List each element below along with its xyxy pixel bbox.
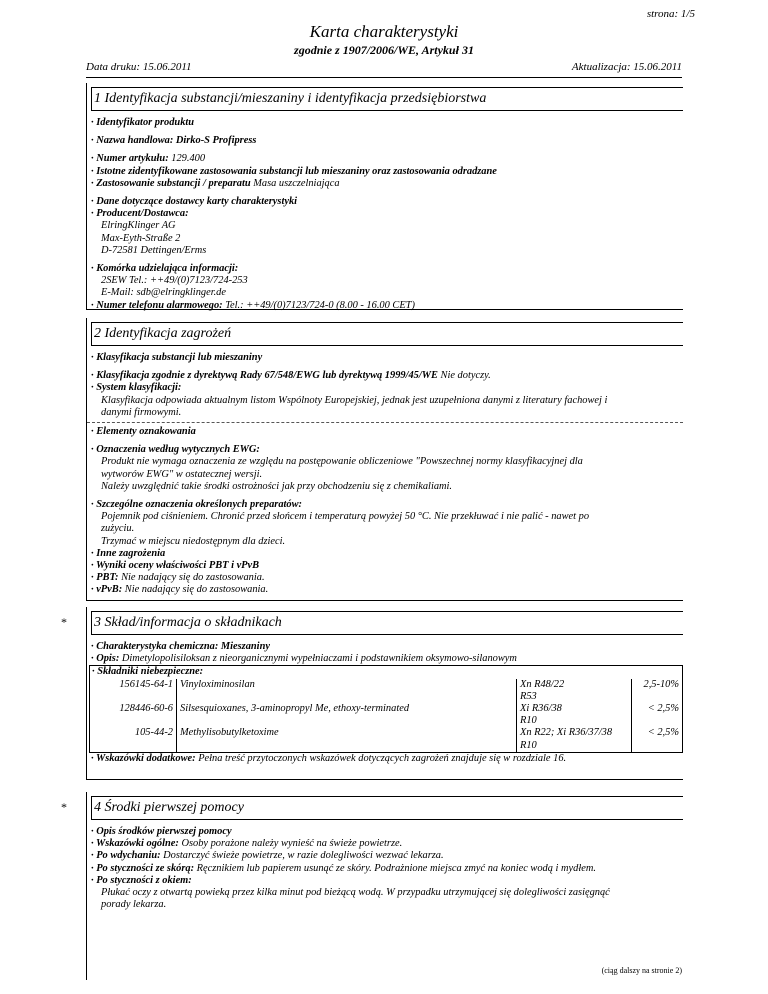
document-subtitle: zgodnie z 1907/2006/WE, Artykuł 31 — [294, 43, 474, 57]
s3-hazardous-components: · Składniki niebezpieczne: — [92, 666, 204, 678]
s2-special-labels: · Szczególne oznaczenia określonych preparatów: — [91, 499, 302, 511]
s3-description: · Opis: Dimetylopolisiloksan z nieorganicznymi wypełniaczami i podstawnikiem oksymowo-silanowym — [91, 653, 517, 665]
components-table — [89, 665, 683, 752]
s1-address-line: Max-Eyth-Straße 2 — [101, 232, 181, 244]
s2-text: Pojemnik pod ciśnieniem. Chronić przed słońcem i temperaturą powyżej 50 °C. Nie przekłuwać i nie palić - nawet po — [101, 511, 590, 523]
s2-pbt-results: · Wyniki oceny właściwości PBT i vPvB — [91, 560, 260, 572]
s1-product-identifier: · Identyfikator produktu — [91, 117, 195, 128]
s2-text: wytworów EWG" w ostatecznej wersji. — [101, 468, 263, 480]
section-2 — [86, 318, 683, 601]
s1-email: E-Mail: sdb@elringklinger.de — [101, 287, 226, 299]
s2-label-elements: · Elementy oznakowania — [91, 426, 196, 438]
dashed-divider — [87, 422, 683, 423]
s2-text: Klasyfikacja odpowiada aktualnym listom Wspólnoty Europejskiej, jednak jest uzupełniona danymi z literatury fachowej i — [101, 394, 608, 406]
section-4 — [86, 792, 683, 980]
component-name: Silsesquioxanes, 3-aminopropyl Me, ethoxy-terminated — [177, 703, 517, 727]
s1-emergency-phone: · Numer telefonu alarmowego: Tel.: ++49/(0)7123/724-0 (8.00 - 16.00 CET) — [91, 299, 415, 311]
component-concentration: < 2,5% — [647, 727, 679, 739]
s4-text: Płukać oczy z otwartą powieką przez kilka minut pod bieżącą wodą. W przypadku utrzymującej się dolegliwości zasięgnąć — [101, 887, 610, 899]
s2-text: zużyciu. — [101, 523, 135, 535]
table-row — [90, 679, 682, 703]
s4-first-aid-description: · Opis środków pierwszej pomocy — [91, 826, 232, 837]
s3-additional-notes: · Wskazówki dodatkowe: Pełna treść przytoczonych wskazówek dotyczących zagrożeń znajduje się w rozdziale 16. — [91, 752, 567, 764]
cas-number: 156145-64-1 — [90, 679, 177, 703]
component-name: Methylisobutylketoxime — [177, 727, 517, 751]
component-name: Vinyloximinosilan — [177, 679, 517, 703]
s1-info-department: · Komórka udzielająca informacji: — [91, 263, 239, 275]
s1-address-line: D-72581 Dettingen/Erms — [101, 244, 207, 256]
section-4-heading: 4 Środki pierwszej pomocy — [91, 796, 683, 820]
s1-address-line: ElringKlinger AG — [101, 220, 176, 232]
s1-uses: · Istotne zidentyfikowane zastosowania substancji lub mieszaniny oraz zastosowania odradzane — [91, 165, 497, 177]
table-row — [90, 727, 682, 751]
cas-number: 105-44-2 — [90, 727, 177, 751]
s2-classification: · Klasyfikacja substancji lub mieszaniny — [91, 352, 263, 363]
section-3-heading: 3 Skład/informacja o składnikach — [91, 611, 683, 635]
s2-pbt: · PBT: Nie nadający się do zastosowania. — [91, 572, 265, 584]
s4-general: · Wskazówki ogólne: Osoby porażone należy wynieść na świeże powietrze. — [91, 838, 403, 850]
s4-text: porady lekarza. — [101, 899, 167, 911]
change-marker: * — [61, 615, 67, 629]
s4-inhalation: · Po wdychaniu: Dostarczyć świeże powietrze, w razie dolegliwości wezwać lekarza. — [91, 850, 444, 862]
s4-eye-contact: · Po styczności z okiem: — [91, 874, 192, 886]
s2-text: danymi firmowymi. — [101, 406, 182, 418]
s1-application: · Zastosowanie substancji / preparatu Masa uszczelniająca — [91, 177, 340, 189]
component-classification: Xn R22; Xi R36/37/38 R10 — [517, 727, 632, 751]
component-concentration: 2,5-10% — [643, 678, 679, 690]
s2-directive-classification: · Klasyfikacja zgodnie z dyrektywą Rady 67/548/EWG lub dyrektywą 1999/45/WE Nie dotyczy. — [91, 370, 491, 382]
component-concentration: < 2,5% — [647, 703, 679, 715]
s1-article-number: · Numer artykułu: 129.400 — [91, 153, 206, 165]
s2-classification-system: · System klasyfikacji: — [91, 382, 182, 394]
section-1-heading: 1 Identyfikacja substancji/mieszaniny i identyfikacja przedsiębiorstwa — [91, 87, 683, 111]
header-rule — [86, 77, 682, 78]
s1-supplier-details: · Dane dotyczące dostawcy karty charakterystyki — [91, 196, 298, 208]
table-row — [90, 703, 682, 727]
document-title: Karta charakterystyki — [309, 22, 459, 41]
update-date: Aktualizacja: 15.06.2011 — [571, 61, 682, 73]
component-classification: Xn R48/22 R53 — [517, 679, 632, 703]
s1-phone: 2SEW Tel.: ++49/(0)7123/724-253 — [101, 275, 248, 287]
s2-vpvb: · vPvB: Nie nadający się do zastosowania. — [91, 584, 269, 596]
s3-chemical-characterization: · Charakterystyka chemiczna: Mieszaniny — [91, 641, 270, 652]
page-number: strona: 1/5 — [646, 8, 695, 20]
s2-ewg-labels: · Oznaczenia według wytycznych EWG: — [91, 444, 260, 456]
component-classification: Xi R36/38 R10 — [517, 703, 632, 727]
s2-text: Trzymać w miejscu niedostępnym dla dzieci. — [101, 535, 286, 547]
section-1 — [86, 83, 683, 310]
change-marker: * — [61, 800, 67, 814]
s4-skin-contact: · Po styczności ze skórą: Ręcznikiem lub papierem usunąć ze skóry. Podrażnione miejsca zmyć na koniec wodą i mydłem. — [91, 862, 596, 874]
section-3 — [86, 607, 683, 780]
s1-trade-name: · Nazwa handlowa: Dirko-S Profipress — [91, 135, 257, 147]
s2-other-hazards: · Inne zagrożenia — [91, 547, 166, 559]
print-date: Data druku: 15.06.2011 — [86, 61, 192, 73]
s1-manufacturer: · Producent/Dostawca: — [91, 208, 189, 220]
cas-number: 128446-60-6 — [90, 703, 177, 727]
s2-text: Należy uwzględnić takie środki ostrożności jak przy obchodzeniu się z chemikaliami. — [101, 480, 453, 492]
s2-text: Produkt nie wymaga oznaczenia ze względu na postępowanie obliczeniowe "Powszechnej normy klasyfikacyjnej dla — [101, 456, 583, 468]
section-2-heading: 2 Identyfikacja zagrożeń — [91, 322, 683, 346]
continuation-note: (ciąg dalszy na stronie 2) — [601, 966, 682, 975]
